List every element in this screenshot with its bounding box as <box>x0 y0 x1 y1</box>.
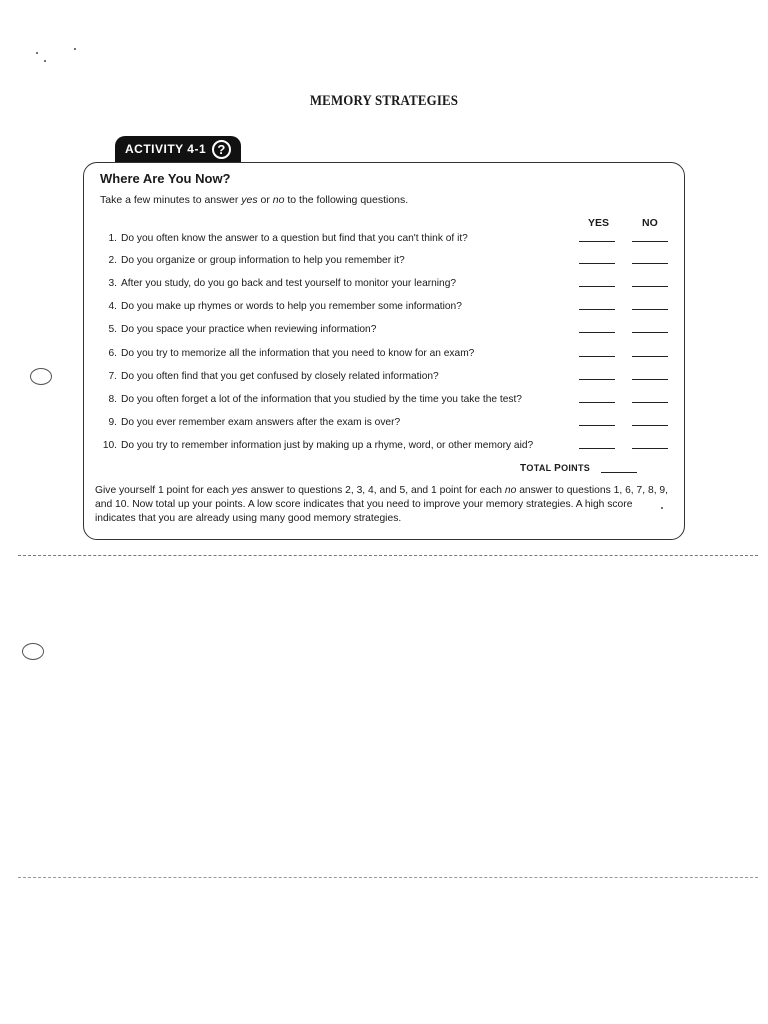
total-points-blank[interactable] <box>601 472 637 473</box>
total-label-oints: OINTS <box>561 463 591 473</box>
no-answer-blank[interactable] <box>632 448 668 449</box>
total-label-p: P <box>554 463 562 474</box>
question-number: 10. <box>102 439 117 451</box>
yes-answer-blank[interactable] <box>579 241 615 242</box>
no-answer-blank[interactable] <box>632 263 668 264</box>
question-number: 4. <box>108 300 117 312</box>
no-column-header: NO <box>642 217 658 229</box>
scoring-text-3: answer to questions 1, 6, 7, 8, 9, and 10. Now total up your points. A low score indicates that you need to improve your memory strategies. A high score indicates that you are already using many good memory strategies. <box>95 485 669 524</box>
scoring-yes: yes <box>231 485 248 496</box>
instructions-text-3: to the following questions. <box>284 194 409 206</box>
question-row <box>97 436 677 454</box>
question-text: Do you often know the answer to a question but find that you can't think of it? <box>121 232 468 244</box>
instructions-text-2: or <box>257 194 273 206</box>
question-number: 1. <box>108 232 117 244</box>
question-number: 6. <box>108 347 117 359</box>
no-answer-blank[interactable] <box>632 379 668 380</box>
question-mark-icon: ? <box>212 140 231 159</box>
total-points-label <box>520 463 590 474</box>
total-label-t: T <box>520 463 527 474</box>
instructions-yes: yes <box>241 194 258 206</box>
paper-speck <box>36 52 38 54</box>
question-number: 5. <box>108 323 117 335</box>
question-row <box>97 344 677 362</box>
yes-answer-blank[interactable] <box>579 263 615 264</box>
instructions-text-1: Take a few minutes to answer <box>100 194 242 206</box>
question-text: Do you ever remember exam answers after the exam is over? <box>121 416 401 428</box>
question-number: 3. <box>108 277 117 289</box>
yes-answer-blank[interactable] <box>579 448 615 449</box>
scoring-no: no <box>504 485 517 496</box>
question-row <box>97 251 677 269</box>
no-answer-blank[interactable] <box>632 241 668 242</box>
no-answer-blank[interactable] <box>632 309 668 310</box>
yes-answer-blank[interactable] <box>579 425 615 426</box>
scoring-instructions <box>95 484 670 526</box>
question-text: After you study, do you go back and test yourself to monitor your learning? <box>121 277 457 289</box>
question-text: Do you organize or group information to help you remember it? <box>121 254 405 266</box>
question-number: 8. <box>108 393 117 405</box>
question-row <box>97 229 677 247</box>
question-row <box>97 297 677 315</box>
yes-answer-blank[interactable] <box>579 286 615 287</box>
binder-hole-bottom <box>22 643 44 660</box>
no-answer-blank[interactable] <box>632 402 668 403</box>
question-number: 2. <box>108 254 117 266</box>
question-text: Do you try to remember information just by making up a rhyme, word, or other memory aid? <box>121 439 534 451</box>
no-answer-blank[interactable] <box>632 286 668 287</box>
yes-answer-blank[interactable] <box>579 379 615 380</box>
question-text: Do you space your practice when reviewing information? <box>121 323 377 335</box>
scoring-text-1: Give yourself 1 point for each <box>95 485 232 496</box>
question-row <box>97 390 677 408</box>
scoring-text-2: answer to questions 2, 3, 4, and 5, and 1 point for each <box>247 485 505 496</box>
question-row <box>97 367 677 385</box>
yes-answer-blank[interactable] <box>579 402 615 403</box>
yes-column-header: YES <box>588 217 610 229</box>
paper-speck <box>44 60 46 62</box>
question-row <box>97 320 677 338</box>
total-label-otal: OTAL <box>526 463 555 473</box>
instructions-no: no <box>272 194 285 206</box>
activity-tab <box>115 136 241 162</box>
binder-hole-top <box>30 368 52 385</box>
question-number: 9. <box>108 416 117 428</box>
activity-tab-label: ACTIVITY 4-1 <box>125 142 207 156</box>
question-text: Do you often forget a lot of the information that you studied by the time you take the test? <box>121 393 522 405</box>
page-title: MEMORY STRATEGIES <box>309 93 459 109</box>
yes-answer-blank[interactable] <box>579 332 615 333</box>
question-row <box>97 413 677 431</box>
paper-speck <box>74 48 76 50</box>
yes-answer-blank[interactable] <box>579 356 615 357</box>
no-answer-blank[interactable] <box>632 332 668 333</box>
question-text: Do you often find that you get confused by closely related information? <box>121 370 439 382</box>
question-text: Do you make up rhymes or words to help you remember some information? <box>121 300 462 312</box>
activity-heading: Where Are You Now? <box>100 171 231 186</box>
page-divider-lower <box>18 877 758 878</box>
question-number: 7. <box>108 370 117 382</box>
paper-speck <box>661 507 663 509</box>
question-row <box>97 274 677 292</box>
no-answer-blank[interactable] <box>632 425 668 426</box>
activity-instructions <box>100 194 408 206</box>
yes-answer-blank[interactable] <box>579 309 615 310</box>
no-answer-blank[interactable] <box>632 356 668 357</box>
question-text: Do you try to memorize all the information that you need to know for an exam? <box>121 347 475 359</box>
page-divider-upper <box>18 555 758 556</box>
